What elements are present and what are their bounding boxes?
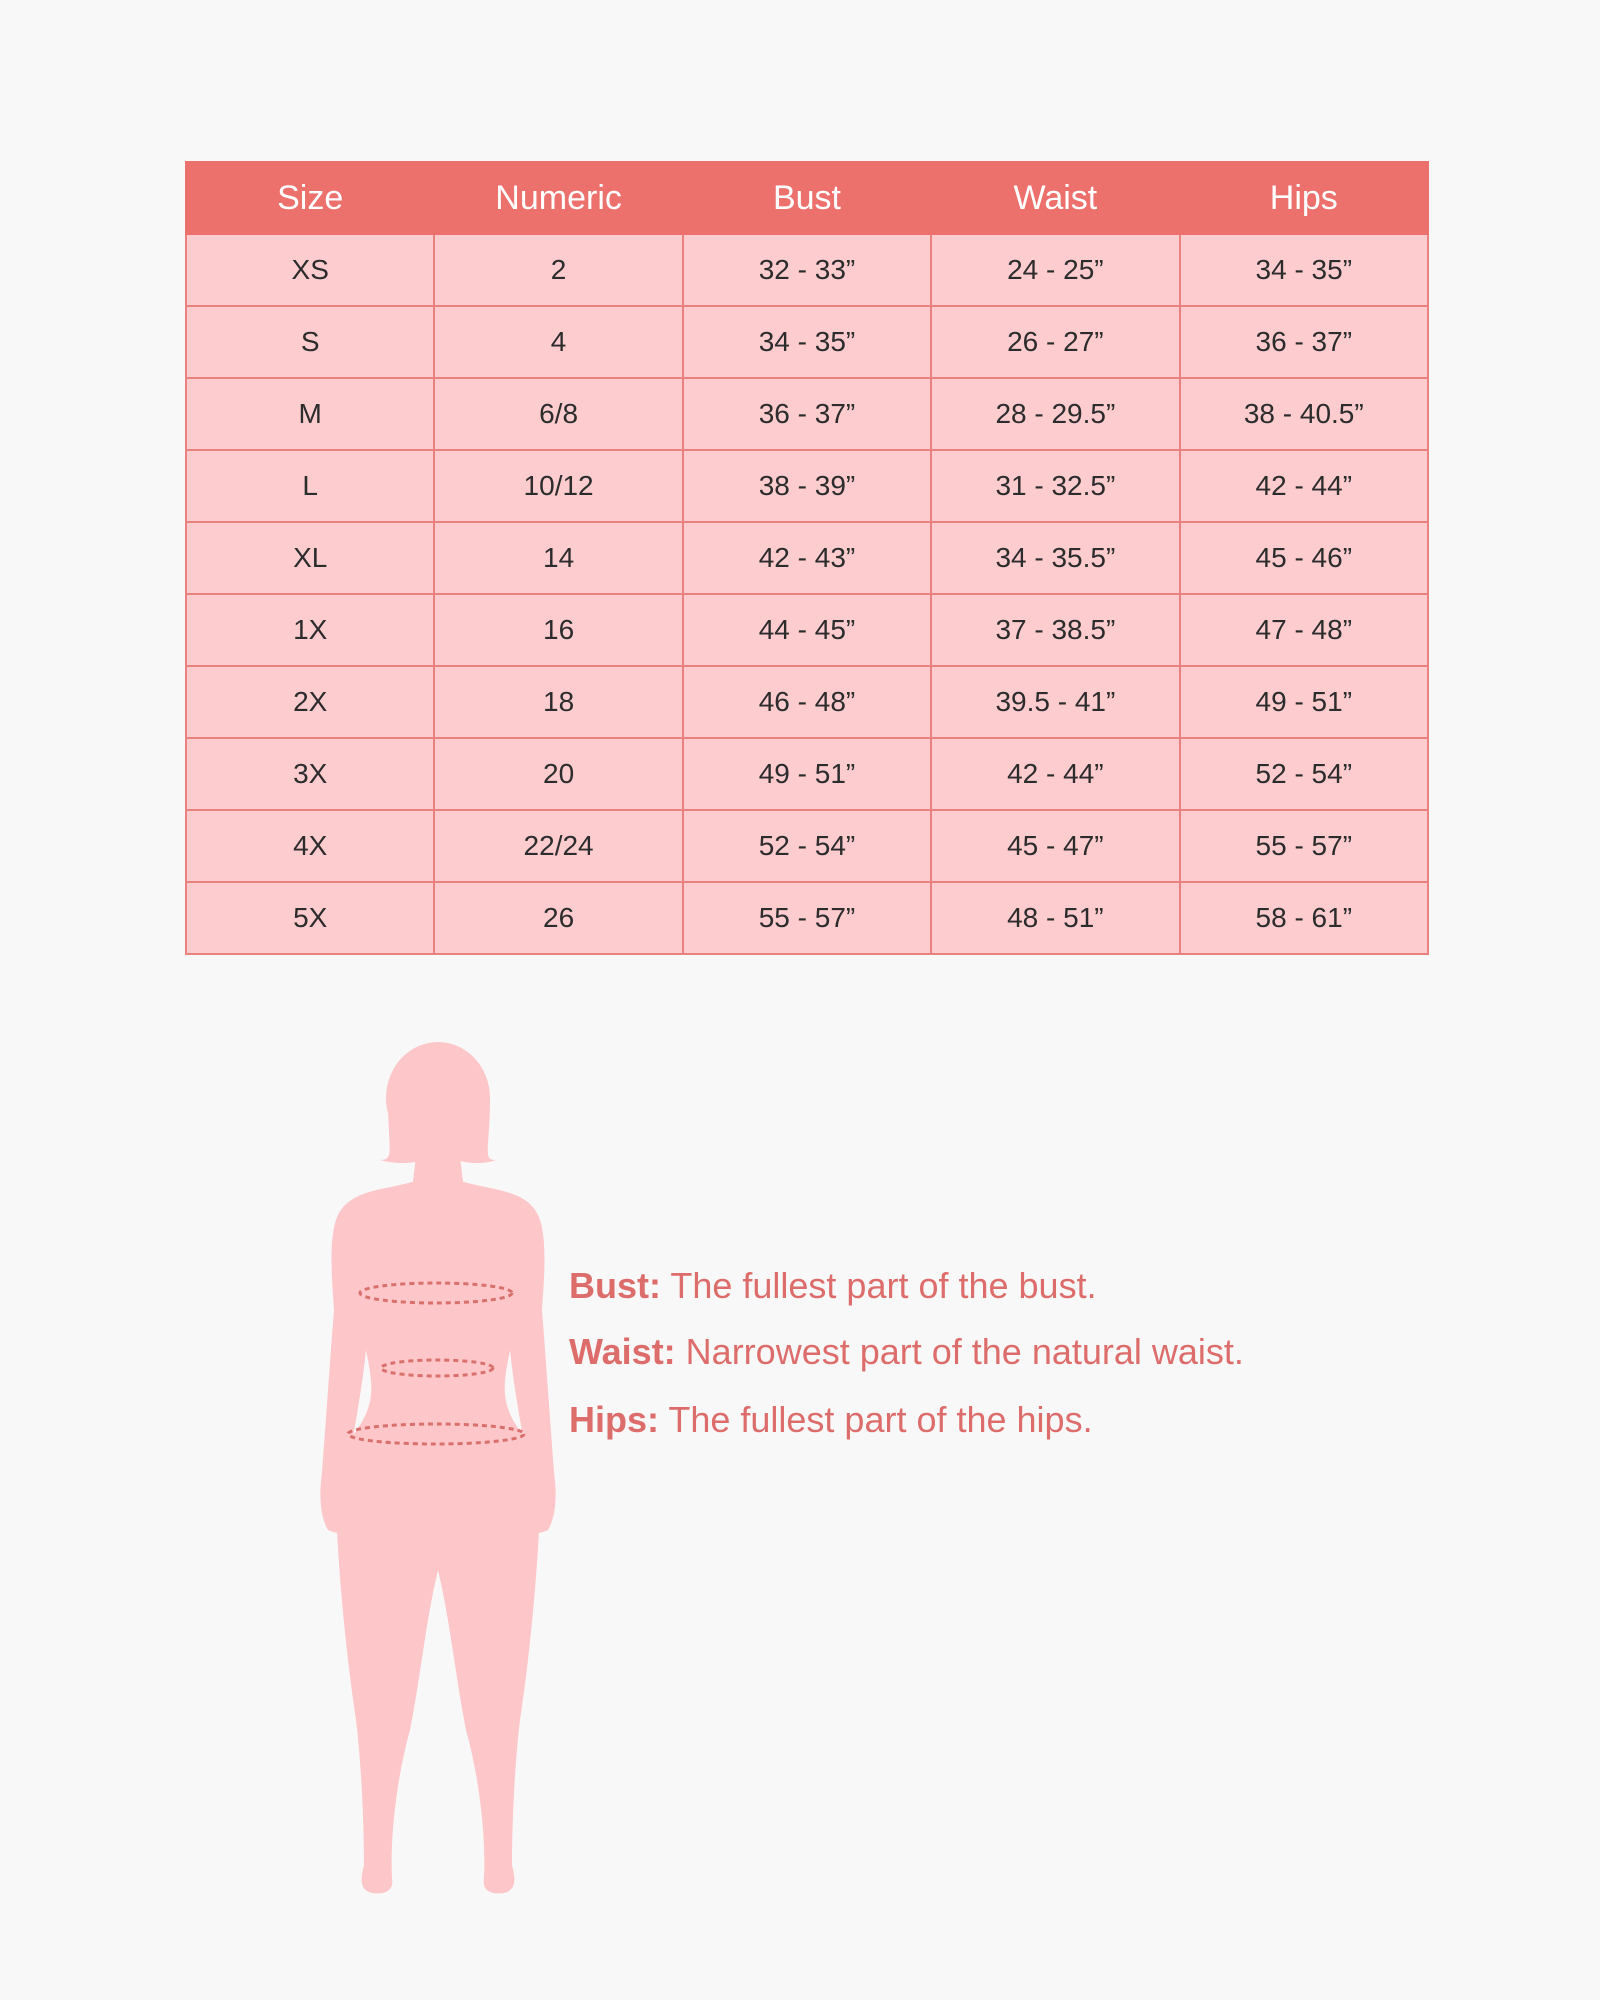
- silhouette-body: [320, 1042, 555, 1893]
- table-row: [186, 594, 1428, 666]
- legend-bust-term: Bust:: [569, 1265, 661, 1306]
- cell-size: XL: [186, 522, 434, 594]
- cell-waist: 26 - 27”: [931, 306, 1179, 378]
- cell-hips: 55 - 57”: [1180, 810, 1428, 882]
- measurement-legend: [569, 1265, 1469, 1440]
- cell-bust: 46 - 48”: [683, 666, 931, 738]
- cell-numeric: 14: [434, 522, 682, 594]
- cell-numeric: 16: [434, 594, 682, 666]
- header-bust: Bust: [683, 162, 931, 234]
- cell-numeric: 22/24: [434, 810, 682, 882]
- cell-size: 2X: [186, 666, 434, 738]
- cell-bust: 42 - 43”: [683, 522, 931, 594]
- cell-bust: 55 - 57”: [683, 882, 931, 954]
- cell-hips: 36 - 37”: [1180, 306, 1428, 378]
- table-row: [186, 738, 1428, 810]
- cell-bust: 36 - 37”: [683, 378, 931, 450]
- cell-waist: 45 - 47”: [931, 810, 1179, 882]
- cell-size: 4X: [186, 810, 434, 882]
- table-row: [186, 882, 1428, 954]
- cell-size: L: [186, 450, 434, 522]
- cell-waist: 37 - 38.5”: [931, 594, 1179, 666]
- table-body: [186, 234, 1428, 954]
- cell-numeric: 6/8: [434, 378, 682, 450]
- cell-waist: 42 - 44”: [931, 738, 1179, 810]
- cell-numeric: 10/12: [434, 450, 682, 522]
- cell-bust: 52 - 54”: [683, 810, 931, 882]
- cell-numeric: 2: [434, 234, 682, 306]
- cell-waist: 31 - 32.5”: [931, 450, 1179, 522]
- cell-hips: 38 - 40.5”: [1180, 378, 1428, 450]
- size-chart-table: [185, 161, 1429, 955]
- table-row: [186, 450, 1428, 522]
- cell-hips: 42 - 44”: [1180, 450, 1428, 522]
- cell-hips: 49 - 51”: [1180, 666, 1428, 738]
- header-waist: Waist: [931, 162, 1179, 234]
- table-row: [186, 306, 1428, 378]
- cell-hips: 52 - 54”: [1180, 738, 1428, 810]
- cell-hips: 47 - 48”: [1180, 594, 1428, 666]
- legend-hips-description: The fullest part of the hips.: [659, 1399, 1093, 1440]
- table-row: [186, 234, 1428, 306]
- table-row: [186, 810, 1428, 882]
- legend-hips-term: Hips:: [569, 1399, 659, 1440]
- legend-bust-description: The fullest part of the bust.: [661, 1265, 1097, 1306]
- cell-size: M: [186, 378, 434, 450]
- cell-numeric: 4: [434, 306, 682, 378]
- table-row: [186, 522, 1428, 594]
- cell-bust: 32 - 33”: [683, 234, 931, 306]
- cell-waist: 48 - 51”: [931, 882, 1179, 954]
- cell-hips: 58 - 61”: [1180, 882, 1428, 954]
- legend-waist: [569, 1331, 1469, 1372]
- cell-bust: 49 - 51”: [683, 738, 931, 810]
- legend-waist-description: Narrowest part of the natural waist.: [675, 1331, 1244, 1372]
- cell-waist: 24 - 25”: [931, 234, 1179, 306]
- cell-numeric: 18: [434, 666, 682, 738]
- cell-hips: 34 - 35”: [1180, 234, 1428, 306]
- cell-size: XS: [186, 234, 434, 306]
- cell-bust: 38 - 39”: [683, 450, 931, 522]
- table-row: [186, 378, 1428, 450]
- cell-numeric: 26: [434, 882, 682, 954]
- cell-size: 1X: [186, 594, 434, 666]
- cell-numeric: 20: [434, 738, 682, 810]
- cell-hips: 45 - 46”: [1180, 522, 1428, 594]
- legend-bust: [569, 1265, 1469, 1306]
- cell-bust: 44 - 45”: [683, 594, 931, 666]
- cell-size: S: [186, 306, 434, 378]
- cell-waist: 28 - 29.5”: [931, 378, 1179, 450]
- table-header-row: [186, 162, 1428, 234]
- header-hips: Hips: [1180, 162, 1428, 234]
- cell-size: 3X: [186, 738, 434, 810]
- legend-hips: [569, 1399, 1469, 1440]
- cell-waist: 34 - 35.5”: [931, 522, 1179, 594]
- female-silhouette-icon: [300, 1040, 580, 1910]
- header-size: Size: [186, 162, 434, 234]
- header-numeric: Numeric: [434, 162, 682, 234]
- table-row: [186, 666, 1428, 738]
- cell-bust: 34 - 35”: [683, 306, 931, 378]
- cell-waist: 39.5 - 41”: [931, 666, 1179, 738]
- legend-waist-term: Waist:: [569, 1331, 676, 1372]
- cell-size: 5X: [186, 882, 434, 954]
